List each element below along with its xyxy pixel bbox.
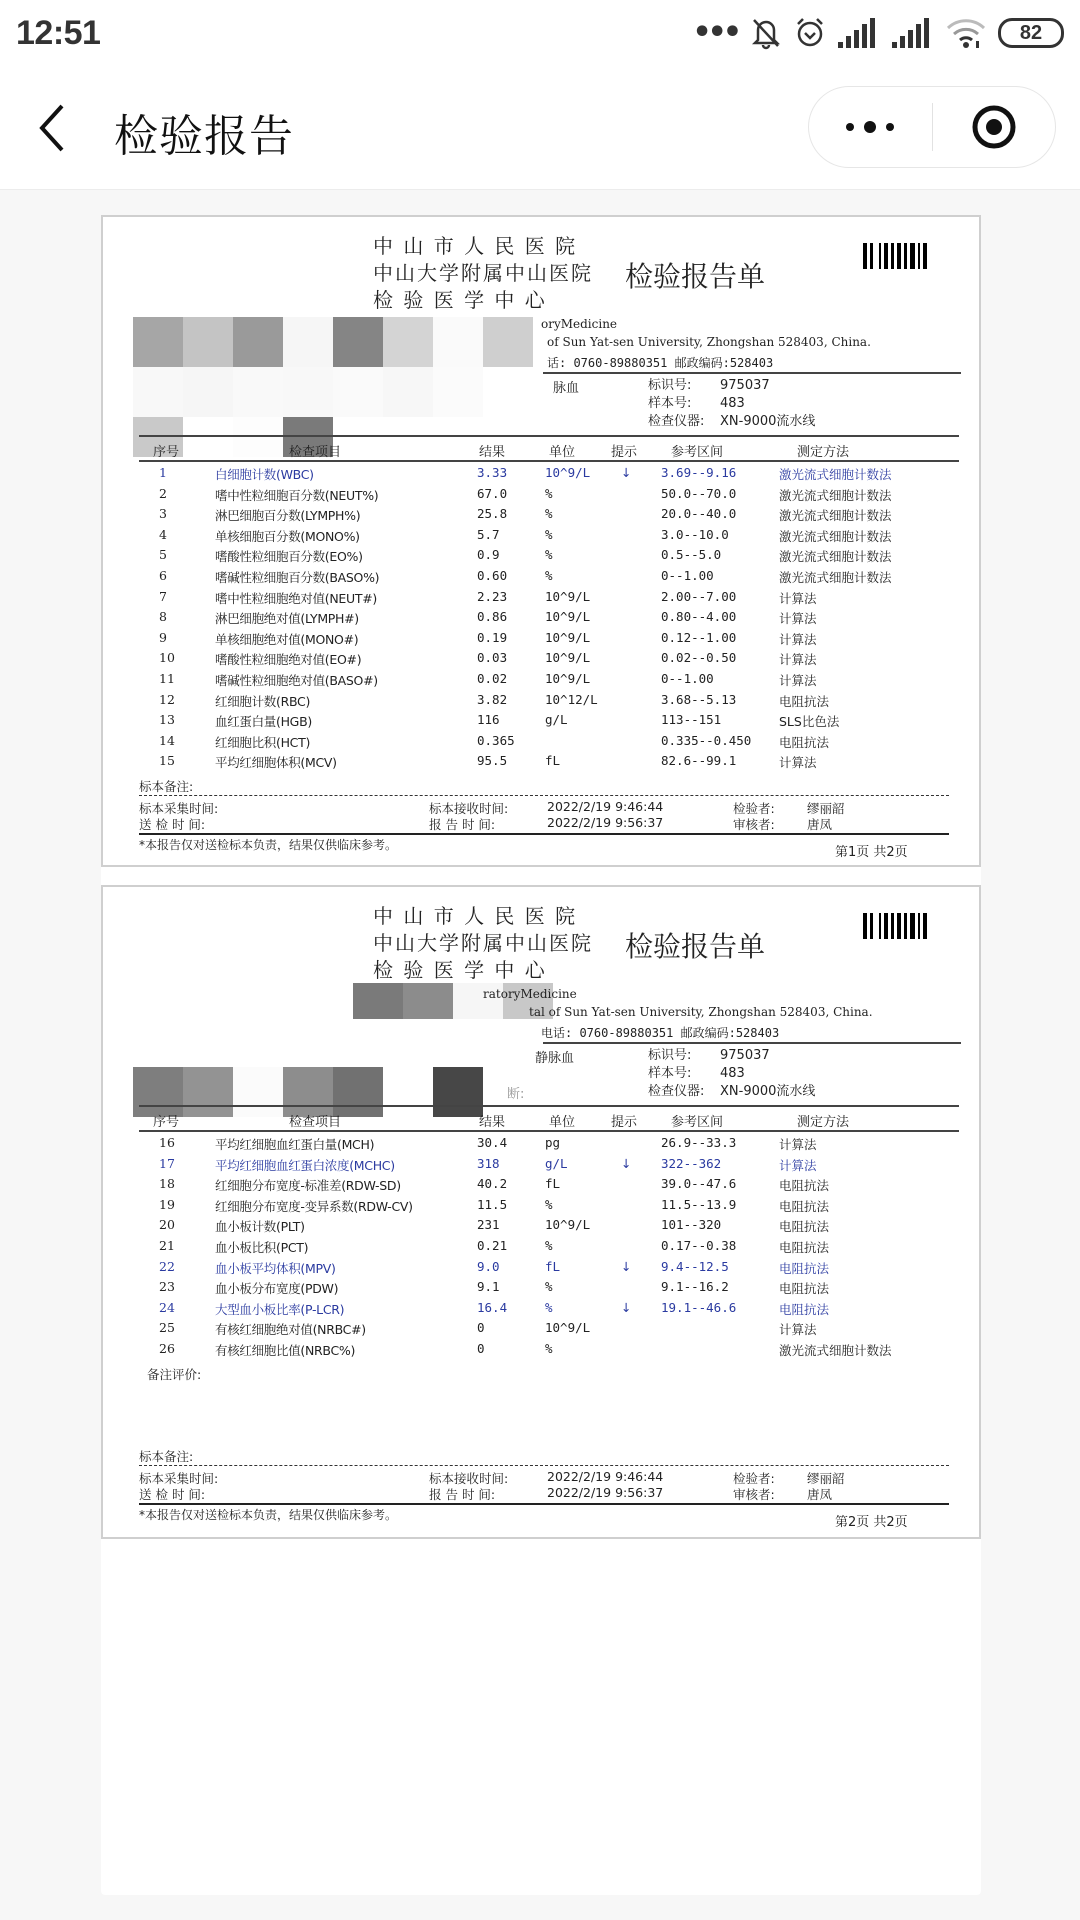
hospital-name-en: ratoryMedicine [483,987,577,1001]
row-number: 18 [159,1176,175,1192]
down-arrow-icon: ↓ [621,1155,632,1171]
disclaimer: *本报告仅对送检标本负责，结果仅供临床参考。 [139,1508,398,1522]
test-unit: % [545,1237,553,1253]
instrument: XN-9000流水线 [720,1084,816,1099]
alarm-icon [794,16,826,50]
reference-range: 0.17--0.38 [661,1237,737,1253]
table-header-rule [139,1130,959,1132]
sample-id: 975037 [720,378,770,393]
reviewer-name: 唐凤 [807,817,833,832]
page-number: 第1页 共2页 [835,845,908,860]
reference-range: 82.6--99.1 [661,753,737,769]
test-method: 计算法 [779,631,817,647]
hospital-name-en: oryMedicine [541,317,618,331]
row-number: 15 [159,753,175,769]
sample-type: 脉血 [553,381,580,396]
test-result: 0.365 [477,732,515,748]
test-name: 淋巴细胞百分数(LYMPH%) [215,508,361,524]
test-unit: 10^9/L [545,629,591,645]
test-method: 电阻抗法 [779,693,830,709]
test-method: 电阻抗法 [779,1198,830,1214]
test-name: 嗜碱性粒细胞百分数(BASO%) [215,569,380,585]
page-title: 检验报告 [114,111,294,162]
test-unit: % [545,485,553,501]
row-number: 16 [159,1135,175,1150]
table-row [139,669,949,690]
test-result: 2.23 [477,588,508,604]
row-number: 7 [159,588,167,604]
test-name: 红细胞分布宽度-标准差(RDW-SD) [215,1178,401,1194]
row-number: 22 [159,1258,175,1274]
table-row [139,1133,949,1154]
row-number: 25 [159,1320,175,1336]
reference-range: 0.80--4.00 [661,609,737,625]
test-result: 116 [477,712,500,728]
test-method: 电阻抗法 [779,734,830,750]
test-unit: fL [545,1176,561,1192]
row-number: 24 [159,1299,175,1315]
table-row [139,566,949,587]
test-method: 计算法 [779,672,817,688]
test-name: 血小板平均体积(MPV) [215,1260,336,1276]
row-number: 17 [159,1155,175,1171]
test-name: 红细胞计数(RBC) [215,693,311,709]
nav-bar [0,66,1080,190]
specimen-note-label: 标本备注: [139,779,194,794]
table-header: 序号 检查项目 结果 单位 提示 参考区间 测定方法 [153,445,850,460]
test-result: 16.4 [477,1299,508,1315]
test-result: 11.5 [477,1196,508,1212]
row-number: 4 [159,526,167,542]
test-name: 血小板比积(PCT) [215,1239,309,1255]
test-unit: 10^9/L [545,588,591,604]
row-number: 2 [159,485,167,501]
reference-range: 50.0--70.0 [661,485,737,501]
test-unit: pg [545,1135,561,1150]
report-document [101,215,981,1895]
test-unit: % [545,1340,553,1356]
test-method: 计算法 [779,1322,817,1338]
table-row [139,1339,949,1360]
sample-type: 静脉血 [535,1051,575,1066]
test-name: 血红蛋白量(HGB) [215,714,312,730]
signal-2-icon [892,18,934,48]
signal-1-icon [838,18,880,48]
test-unit: 10^9/L [545,609,591,625]
test-name: 平均红细胞血红蛋白量(MCH) [215,1137,375,1152]
test-result: 9.1 [477,1279,500,1295]
privacy-mask [133,317,533,367]
table-row [139,1318,949,1339]
table-row [139,1154,949,1175]
hospital-address-en: tal of Sun Yat-sen University, Zhongshan 528403, China. [529,1005,873,1019]
report-time: 2022/2/19 9:56:37 [547,815,664,830]
test-name: 嗜中性粒细胞绝对值(NEUT#) [215,590,377,606]
reference-range: 39.0--47.6 [661,1176,737,1192]
test-method: 电阻抗法 [779,1219,830,1235]
reference-range: 0--1.00 [661,670,714,686]
reference-range: 9.4--12.5 [661,1258,729,1274]
test-method: 计算法 [779,1157,817,1173]
row-number: 19 [159,1196,175,1212]
test-unit: fL [545,753,561,769]
report-footer: 标本采集时间: 标本接收时间: 2022/2/19 9:46:44 检验者: 缪丽韶 送 检 时 间: 报 告 时 间: 2022/2/19 9:56:37 审核者: 唐凤 [139,1469,845,1502]
test-method: 计算法 [779,652,817,668]
test-method: 计算法 [779,755,817,771]
table-row [139,463,949,484]
more-dots-icon [842,117,898,137]
report-time: 2022/2/19 9:56:37 [547,1485,664,1500]
sample-info: 标识号: 975037 样本号: 483 检查仪器: XN-9000流水线 [648,378,816,429]
test-unit: 10^9/L [545,1320,591,1336]
test-name: 单核细胞绝对值(MONO#) [215,631,359,647]
test-result: 25.8 [477,506,508,522]
test-method: 电阻抗法 [779,1239,830,1255]
test-method: 激光流式细胞计数法 [779,467,892,482]
row-number: 23 [159,1279,175,1295]
disclaimer: *本报告仅对送检标本负责，结果仅供临床参考。 [139,838,398,852]
row-number: 8 [159,609,167,625]
tester-name: 缪丽韶 [807,801,845,816]
test-method: 激光流式细胞计数法 [779,1342,892,1358]
row-number: 26 [159,1340,175,1356]
report-title: 检验报告单 [625,260,766,293]
test-name: 血小板分布宽度(PDW) [215,1281,339,1297]
test-result: 318 [477,1155,500,1171]
table-row [139,1257,949,1278]
test-method: 激光流式细胞计数法 [779,528,892,544]
row-number: 3 [159,506,167,522]
close-mini-program-button[interactable] [933,87,1056,167]
test-name: 平均红细胞血红蛋白浓度(MCHC) [215,1157,395,1173]
receive-time: 2022/2/19 9:46:44 [547,1469,664,1484]
comment-label: 备注评价: [147,1367,202,1382]
table-row [139,1298,949,1319]
test-result: 95.5 [477,753,508,769]
test-method: 电阻抗法 [779,1301,830,1317]
more-menu-button[interactable] [809,87,932,167]
row-number: 14 [159,732,175,748]
table-row [139,1215,949,1236]
test-name: 红细胞分布宽度-变异系数(RDW-CV) [215,1198,413,1214]
reference-range: 26.9--33.3 [661,1135,737,1150]
test-result: 67.0 [477,485,508,501]
reference-range: 3.0--10.0 [661,526,729,542]
reference-range: 19.1--46.6 [661,1299,737,1315]
test-result: 30.4 [477,1135,508,1150]
test-unit: 10^9/L [545,1217,591,1233]
row-number: 1 [159,465,167,480]
header-rule [543,1042,961,1044]
footer-rule [139,833,949,835]
test-result: 0.03 [477,650,508,666]
test-name: 血小板计数(PLT) [215,1219,305,1235]
hospital-name: 中 山 市 人 民 医 院 中山大学附属中山医院 检 验 医 学 中 心 [373,234,593,312]
test-unit: 10^9/L [545,465,591,480]
test-name: 嗜酸性粒细胞百分数(EO%) [215,549,363,565]
row-number: 13 [159,712,175,728]
test-unit: % [545,1279,553,1295]
test-name: 单核细胞百分数(MONO%) [215,528,360,544]
more-dots-icon: ••• [692,15,738,50]
reference-range: 2.00--7.00 [661,588,737,604]
table-header: 序号 检查项目 结果 单位 提示 参考区间 测定方法 [153,1115,850,1130]
test-method: 激光流式细胞计数法 [779,569,892,585]
test-name: 有核红细胞绝对值(NRBC#) [215,1322,366,1338]
info-rule [139,435,959,437]
row-number: 21 [159,1237,175,1253]
test-unit: % [545,567,553,583]
test-unit: g/L [545,1155,568,1171]
status-icons [692,14,1064,52]
sample-info: 标识号: 975037 样本号: 483 检查仪器: XN-9000流水线 [648,1048,816,1099]
table-row [139,731,949,752]
down-arrow-icon: ↓ [621,1258,632,1274]
test-method: SLS比色法 [779,714,840,730]
results-table [139,1133,949,1360]
test-unit: 10^9/L [545,650,591,666]
header-rule [543,372,961,374]
table-row [139,1174,949,1195]
receive-time: 2022/2/19 9:46:44 [547,799,664,814]
test-result: 0.21 [477,1237,508,1253]
target-circle-icon [970,103,1018,151]
privacy-mask [133,367,483,417]
test-name: 嗜中性粒细胞百分数(NEUT%) [215,487,379,503]
reference-range: 0.02--0.50 [661,650,737,666]
test-result: 0.02 [477,670,508,686]
report-title: 检验报告单 [625,930,766,963]
test-result: 231 [477,1217,500,1233]
test-result: 0.19 [477,629,508,645]
down-arrow-icon: ↓ [621,1299,632,1315]
table-row [139,607,949,628]
table-row [139,587,949,608]
test-result: 5.7 [477,526,500,542]
reference-range: 0.12--1.00 [661,629,737,645]
wifi-icon [946,17,986,49]
test-unit: 10^9/L [545,670,591,686]
test-name: 嗜酸性粒细胞绝对值(EO#) [215,652,362,668]
table-header-rule [139,460,959,462]
test-unit: % [545,526,553,542]
test-method: 计算法 [779,1137,817,1152]
hospital-phone: 话: 0760-89880351 邮政编码:528403 [547,356,774,370]
diagnosis-label: 断: [507,1087,525,1102]
footer-rule [139,1503,949,1505]
tester-name: 缪丽韶 [807,1471,845,1486]
test-name: 大型血小板比率(P-LCR) [215,1301,345,1317]
row-number: 20 [159,1217,175,1233]
test-result: 3.33 [477,465,508,480]
reference-range: 101--320 [661,1217,722,1233]
report-page-1 [101,215,981,867]
instrument: XN-9000流水线 [720,414,816,429]
row-number: 6 [159,567,167,583]
hospital-name: 中 山 市 人 民 医 院 中山大学附属中山医院 检 验 医 学 中 心 [373,904,593,982]
test-unit: 10^12/L [545,691,598,707]
chevron-left-icon [34,100,74,156]
status-time: 12:51 [16,14,101,52]
test-name: 白细胞计数(WBC) [215,467,314,482]
barcode-icon [863,913,927,939]
mini-program-capsule [808,86,1056,168]
row-number: 12 [159,691,175,707]
info-rule [139,1105,959,1107]
test-name: 淋巴细胞绝对值(LYMPH#) [215,611,359,627]
reference-range: 0.5--5.0 [661,547,722,563]
reference-range: 3.68--5.13 [661,691,737,707]
test-method: 电阻抗法 [779,1178,830,1194]
row-number: 5 [159,547,167,563]
sample-number: 483 [720,1066,745,1081]
reference-range: 3.69--9.16 [661,465,737,480]
row-number: 10 [159,650,175,666]
reference-range: 113--151 [661,712,722,728]
table-row [139,1195,949,1216]
test-result: 0.9 [477,547,500,563]
table-row [139,1277,949,1298]
test-method: 电阻抗法 [779,1260,830,1276]
test-unit: % [545,547,553,563]
test-unit: g/L [545,712,568,728]
reference-range: 0--1.00 [661,567,714,583]
page-number: 第2页 共2页 [835,1515,908,1530]
battery-indicator: 82 [998,18,1064,48]
table-row [139,504,949,525]
report-footer: 标本采集时间: 标本接收时间: 2022/2/19 9:46:44 检验者: 缪丽韶 送 检 时 间: 报 告 时 间: 2022/2/19 9:56:37 审核者: 唐凤 [139,799,845,832]
reference-range: 0.335--0.450 [661,732,752,748]
dashed-divider [139,795,949,796]
table-row [139,484,949,505]
test-method: 电阻抗法 [779,1281,830,1297]
reviewer-name: 唐凤 [807,1487,833,1502]
row-number: 11 [159,670,175,686]
test-result: 0.86 [477,609,508,625]
table-row [139,1236,949,1257]
specimen-note-label: 标本备注: [139,1449,194,1464]
test-method: 激光流式细胞计数法 [779,487,892,503]
table-row [139,628,949,649]
test-method: 计算法 [779,590,817,606]
sample-number: 483 [720,396,745,411]
barcode-icon [863,243,927,269]
back-button[interactable] [34,100,74,156]
down-arrow-icon: ↓ [621,465,632,480]
table-row [139,648,949,669]
reference-range: 9.1--16.2 [661,1279,729,1295]
test-result: 0.60 [477,567,508,583]
report-viewer[interactable] [0,191,1080,1920]
test-name: 嗜碱性粒细胞绝对值(BASO#) [215,672,378,688]
reference-range: 20.0--40.0 [661,506,737,522]
reference-range: 11.5--13.9 [661,1196,737,1212]
report-page-2 [101,885,981,1539]
table-row [139,751,949,772]
table-row [139,525,949,546]
bell-muted-icon [750,16,782,50]
test-result: 40.2 [477,1176,508,1192]
test-name: 平均红细胞体积(MCV) [215,755,337,771]
hospital-phone: 电话: 0760-89880351 邮政编码:528403 [541,1026,780,1040]
table-row [139,710,949,731]
status-bar [0,0,1080,66]
test-result: 3.82 [477,691,508,707]
test-unit: % [545,1196,553,1212]
test-result: 9.0 [477,1258,500,1274]
sample-id: 975037 [720,1048,770,1063]
test-method: 激光流式细胞计数法 [779,549,892,565]
test-method: 计算法 [779,611,817,627]
reference-range: 322--362 [661,1155,722,1171]
test-unit: % [545,506,553,522]
test-name: 红细胞比积(HCT) [215,734,311,750]
table-row [139,545,949,566]
hospital-address-en: of Sun Yat-sen University, Zhongshan 528403, China. [547,335,871,349]
row-number: 9 [159,629,167,645]
test-unit: fL [545,1258,561,1274]
test-result: 0 [477,1320,485,1336]
test-method: 激光流式细胞计数法 [779,508,892,524]
test-unit: % [545,1299,553,1315]
table-row [139,690,949,711]
test-name: 有核红细胞比值(NRBC%) [215,1342,356,1358]
test-result: 0 [477,1340,485,1356]
dashed-divider [139,1465,949,1466]
results-table [139,463,949,772]
